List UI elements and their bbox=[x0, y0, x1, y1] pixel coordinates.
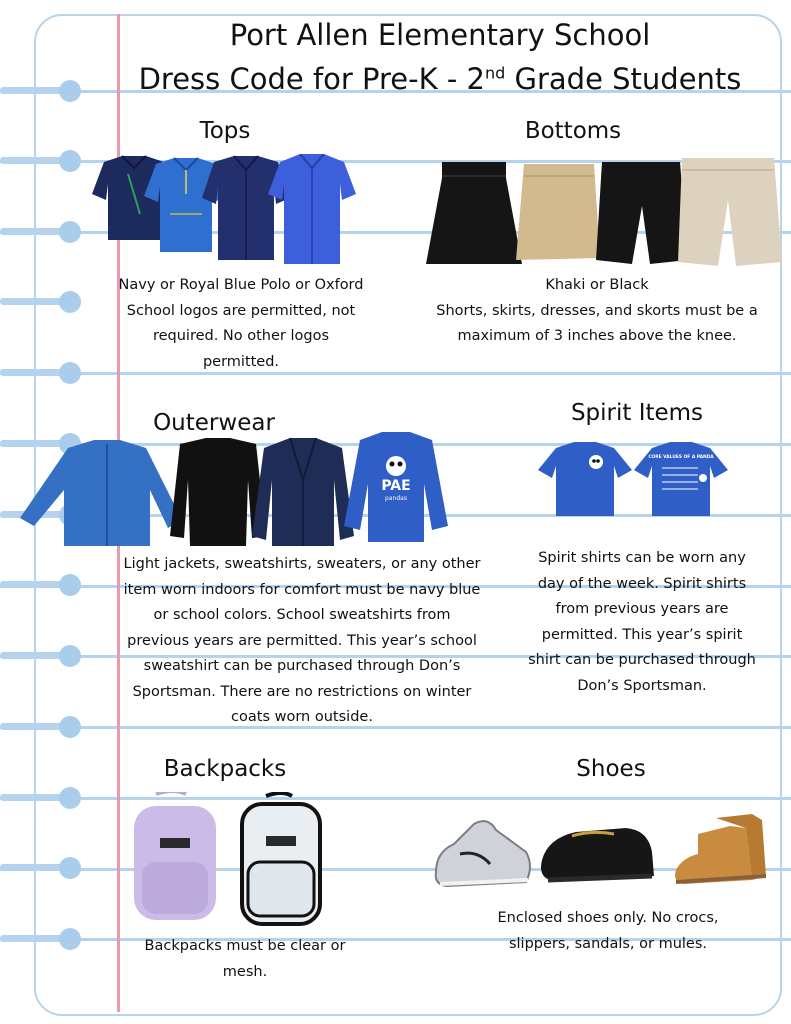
shoes-caption-line: Enclosed shoes only. No crocs, bbox=[497, 910, 719, 926]
black-skirt bbox=[426, 162, 522, 264]
backpacks-caption bbox=[130, 934, 360, 985]
sneakers bbox=[436, 821, 530, 886]
binder-ring bbox=[0, 723, 64, 730]
shoes-caption-line: slippers, sandals, or mules. bbox=[508, 935, 708, 952]
royal-fleece-jacket bbox=[20, 440, 182, 546]
outerwear-caption-line: item worn indoors for comfort must be navy blue bbox=[123, 581, 481, 598]
binder-hole bbox=[59, 645, 81, 667]
binder-ring bbox=[0, 369, 64, 376]
shoes-caption bbox=[488, 906, 728, 957]
binder-hole bbox=[59, 716, 81, 738]
tan-boots bbox=[675, 814, 766, 884]
backpacks-caption-line: mesh. bbox=[222, 963, 268, 980]
black-shorts bbox=[596, 162, 688, 264]
binder-ring bbox=[0, 652, 64, 659]
panda-logo-icon bbox=[589, 455, 603, 469]
outerwear-caption-line: or school colors. School sweatshirts from bbox=[153, 607, 451, 623]
spirit-caption-line: from previous years are bbox=[555, 601, 729, 617]
binder-ring bbox=[0, 864, 64, 871]
black-loafers bbox=[541, 828, 654, 880]
sweatshirt-logo-subtext: pandas bbox=[385, 495, 407, 502]
title-line-2 bbox=[139, 62, 742, 96]
spirit-shirt-back-text: CORE VALUES OF A PANDA bbox=[648, 455, 714, 460]
page-title bbox=[100, 16, 780, 98]
spirit-shirt-front bbox=[538, 442, 632, 516]
tops-caption-line: School logos are permitted, not bbox=[126, 302, 356, 319]
binder-ring bbox=[0, 794, 64, 801]
spirit-caption-line: Don’s Sportsman. bbox=[577, 677, 707, 694]
binder-ring bbox=[0, 581, 64, 588]
tops-caption bbox=[113, 273, 369, 375]
outerwear-caption-line: Light jackets, sweatshirts, sweaters, or any other bbox=[123, 556, 481, 572]
bottoms-caption-line: maximum of 3 inches above the knee. bbox=[457, 328, 737, 344]
panda-logo-icon bbox=[386, 456, 406, 476]
navy-cardigan bbox=[252, 438, 354, 546]
title-line-2-prefix: Dress Code for Pre-K - 2 bbox=[138, 61, 485, 96]
school-sweatshirt bbox=[344, 432, 448, 542]
outerwear-caption-line: previous years are permitted. This year’s school bbox=[127, 632, 477, 649]
backpacks-illustration bbox=[126, 792, 326, 928]
bottoms-caption-line: Khaki or Black bbox=[545, 277, 649, 293]
tops-caption-line: required. No other logos bbox=[152, 328, 330, 344]
royal-oxford-shirt bbox=[268, 154, 356, 264]
clear-backpack bbox=[242, 793, 320, 924]
tops-illustration bbox=[74, 154, 364, 270]
bottoms-caption-line: Shorts, skirts, dresses, and skorts must be a bbox=[436, 302, 758, 319]
spirit-caption-line: Spirit shirts can be worn any bbox=[538, 550, 746, 566]
binder-ring bbox=[0, 228, 64, 235]
khaki-skort bbox=[516, 164, 600, 260]
spirit-illustration bbox=[538, 442, 734, 518]
binder-hole bbox=[59, 291, 81, 313]
title-line-2-suffix: Grade Students bbox=[505, 61, 742, 96]
title-superscript: nd bbox=[484, 63, 506, 82]
sweatshirt-logo-text: PAE bbox=[381, 478, 411, 494]
black-sweater bbox=[170, 438, 266, 546]
binder-hole bbox=[59, 928, 81, 950]
spirit-caption bbox=[524, 546, 760, 699]
outerwear-illustration bbox=[20, 430, 450, 552]
binder-hole bbox=[59, 362, 81, 384]
bottoms-heading: Bottoms bbox=[524, 118, 622, 144]
outerwear-caption-line: coats worn outside. bbox=[231, 709, 373, 725]
backpacks-caption-line: Backpacks must be clear or bbox=[144, 938, 346, 954]
binder-hole bbox=[59, 574, 81, 596]
tops-caption-line: permitted. bbox=[202, 353, 280, 370]
bottoms-caption bbox=[430, 273, 764, 350]
title-line-1: Port Allen Elementary School bbox=[229, 18, 651, 52]
tops-caption-line: Navy or Royal Blue Polo or Oxford bbox=[118, 277, 364, 293]
spirit-caption-line: day of the week. Spirit shirts bbox=[537, 575, 747, 592]
binder-ring bbox=[0, 298, 64, 305]
outerwear-caption-line: Sportsman. There are no restrictions on winter bbox=[132, 683, 472, 700]
tops-heading: Tops bbox=[199, 118, 251, 144]
spirit-caption-line: permitted. This year’s spirit bbox=[541, 626, 743, 643]
binder-ring bbox=[0, 935, 64, 942]
shoes-illustration bbox=[430, 804, 770, 896]
spirit-caption-line: shirt can be purchased through bbox=[528, 652, 756, 668]
bottoms-illustration bbox=[426, 156, 782, 270]
mesh-backpack bbox=[134, 792, 216, 920]
binder-ring bbox=[0, 157, 64, 164]
outerwear-heading: Outerwear bbox=[153, 410, 275, 436]
binder-hole bbox=[59, 80, 81, 102]
binder-hole bbox=[59, 857, 81, 879]
outerwear-caption bbox=[112, 552, 492, 731]
binder-ring bbox=[0, 87, 64, 94]
spirit-shirt-back bbox=[634, 442, 728, 516]
outerwear-caption-line: sweatshirt can be purchased through Don’s bbox=[143, 658, 461, 674]
binder-hole bbox=[59, 787, 81, 809]
khaki-shorts bbox=[678, 158, 782, 266]
backpacks-heading: Backpacks bbox=[163, 756, 287, 782]
shoes-heading: Shoes bbox=[576, 756, 646, 782]
spirit-heading: Spirit Items bbox=[570, 400, 704, 426]
